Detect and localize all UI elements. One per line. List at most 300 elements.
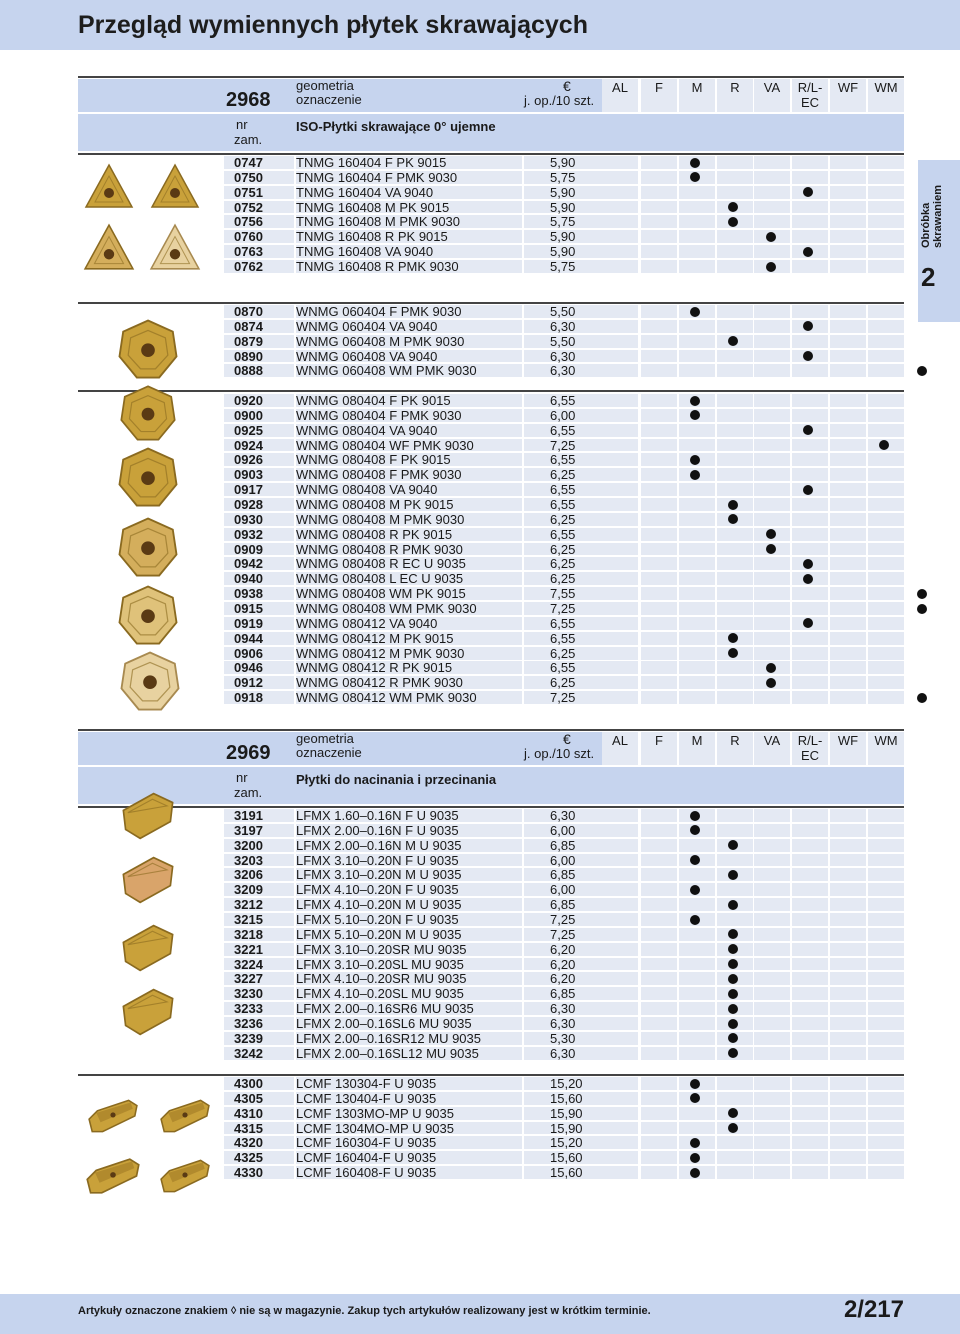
row-cell-bg: [602, 186, 638, 199]
row-cell-bg: [830, 913, 866, 926]
row-cell-bg: [602, 617, 638, 630]
row-cell-bg: [717, 1077, 753, 1090]
order-number: 0888: [234, 363, 263, 379]
row-cell-bg: [754, 424, 790, 437]
row-cell-bg: [792, 898, 828, 911]
row-cell-bg: [830, 513, 866, 526]
row-cell-bg: [868, 320, 904, 333]
row-cell-bg: [792, 543, 828, 556]
row-cell-bg: [830, 245, 866, 258]
row-cell-bg: [792, 260, 828, 273]
row-cell-bg: [792, 1107, 828, 1120]
row-cell-bg: [602, 898, 638, 911]
designation: LCMF 160408-F U 9035: [296, 1165, 437, 1181]
row-cell-bg: [717, 824, 753, 837]
row-cell-bg: [792, 913, 828, 926]
column-label-r: R: [730, 733, 740, 748]
order-number: 0918: [234, 690, 263, 706]
application-dot: [690, 396, 700, 406]
row-cell-bg: [830, 1122, 866, 1135]
row-cell-bg: [792, 513, 828, 526]
row-cell-bg: [679, 350, 715, 363]
row-cell-bg: [602, 883, 638, 896]
row-cell-bg: [754, 1002, 790, 1015]
row-cell-bg: [641, 543, 677, 556]
row-cell-bg: [868, 632, 904, 645]
designation: LFMX 5.10–0.20N F U 9035: [296, 912, 459, 928]
row-cell-bg: [792, 305, 828, 318]
row-cell-bg: [641, 913, 677, 926]
table-row[interactable]: [224, 304, 904, 319]
row-cell-bg: [830, 439, 866, 452]
table-row[interactable]: [224, 616, 904, 631]
order-number: 0909: [234, 541, 263, 557]
table-row[interactable]: [224, 823, 904, 838]
row-cell-bg: [679, 513, 715, 526]
row-cell-bg: [641, 824, 677, 837]
row-cell-bg: [830, 676, 866, 689]
footer-note: Artykuły oznaczone znakiem ◊ nie są w magazynie. Zakup tych artykułów realizowany jest w krótkim terminie.: [78, 1305, 651, 1317]
table-row[interactable]: [224, 214, 904, 229]
row-cell-bg: [602, 1077, 638, 1090]
row-cell-bg: [641, 632, 677, 645]
row-cell-bg: [754, 245, 790, 258]
designation: WNMG 080408 R EC U 9035: [296, 556, 466, 572]
row-cell-bg: [679, 602, 715, 615]
table-row[interactable]: [224, 556, 904, 571]
product-group: [224, 155, 904, 274]
row-cell-bg: [641, 215, 677, 228]
product-group: [224, 1076, 904, 1180]
table-row[interactable]: [224, 675, 904, 690]
row-cell-bg: [830, 215, 866, 228]
row-cell-bg: [792, 602, 828, 615]
order-number: 3212: [234, 897, 263, 913]
row-cell-bg: [792, 1077, 828, 1090]
row-cell-bg: [792, 839, 828, 852]
page-title: Przegląd wymiennych płytek skrawających: [78, 11, 588, 39]
row-cell-bg: [792, 1136, 828, 1149]
designation: WNMG 080404 WF PMK 9030: [296, 437, 474, 453]
table-row[interactable]: [224, 897, 904, 912]
designation: LFMX 4.10–0.20SR MU 9035: [296, 971, 467, 987]
row-cell-bg: [641, 260, 677, 273]
order-number: 0747: [234, 155, 263, 170]
row-cell-bg: [868, 245, 904, 258]
row-cell-bg: [602, 572, 638, 585]
table-row[interactable]: [224, 185, 904, 200]
designation-label: oznaczenie: [296, 745, 362, 760]
price: 5,30: [550, 1030, 576, 1046]
row-cell-bg: [641, 1017, 677, 1030]
row-cell-bg: [679, 528, 715, 541]
row-cell-bg: [792, 972, 828, 985]
row-cell-bg: [641, 1002, 677, 1015]
row-cell-bg: [717, 587, 753, 600]
application-dot: [803, 485, 813, 495]
order-number: 0760: [234, 229, 263, 245]
designation: WNMG 080408 L EC U 9035: [296, 571, 464, 587]
table-row[interactable]: [224, 631, 904, 646]
row-cell-bg: [792, 958, 828, 971]
row-cell-bg: [717, 1092, 753, 1105]
table-row[interactable]: [224, 1076, 904, 1091]
column-label-wf: WF: [837, 80, 859, 95]
row-cell-bg: [868, 1151, 904, 1164]
row-cell-bg: [602, 513, 638, 526]
table-row[interactable]: [224, 229, 904, 244]
row-cell-bg: [792, 883, 828, 896]
price: 7,25: [550, 601, 576, 617]
designation: LCMF 160404-F U 9035: [296, 1150, 437, 1166]
price: 6,85: [550, 867, 576, 883]
row-cell-bg: [717, 854, 753, 867]
table-row[interactable]: [224, 200, 904, 215]
row-cell-bg: [792, 809, 828, 822]
row-cell-bg: [679, 439, 715, 452]
triangular-insert-image: [144, 222, 206, 274]
row-cell-bg: [641, 513, 677, 526]
row-cell-bg: [830, 230, 866, 243]
row-cell-bg: [754, 364, 790, 377]
row-cell-bg: [868, 987, 904, 1000]
order-number: 3221: [234, 941, 263, 957]
table-row[interactable]: [224, 497, 904, 512]
designation: TNMG 160408 M PMK 9030: [296, 214, 461, 230]
table-row[interactable]: [224, 957, 904, 972]
row-cell-bg: [830, 1077, 866, 1090]
row-cell-bg: [679, 1107, 715, 1120]
application-dot: [728, 989, 738, 999]
table-row[interactable]: [224, 808, 904, 823]
table-row[interactable]: [224, 527, 904, 542]
designation: WNMG 060404 VA 9040: [296, 318, 438, 334]
price: 6,55: [550, 482, 576, 498]
row-cell-bg: [754, 156, 790, 169]
parting-insert-image: [112, 852, 184, 908]
table-row[interactable]: [224, 1121, 904, 1136]
application-dot: [917, 589, 927, 599]
row-cell-bg: [679, 364, 715, 377]
table-row[interactable]: [224, 1001, 904, 1016]
row-cell-bg: [792, 928, 828, 941]
table-row[interactable]: [224, 1150, 904, 1165]
row-cell-bg: [602, 171, 638, 184]
table-row[interactable]: [224, 423, 904, 438]
price: 5,50: [550, 333, 576, 349]
table-row[interactable]: [224, 319, 904, 334]
row-cell-bg: [754, 913, 790, 926]
row-cell-bg: [754, 943, 790, 956]
table-row[interactable]: [224, 586, 904, 601]
row-cell-bg: [868, 602, 904, 615]
table-row[interactable]: [224, 155, 904, 170]
chapter-tab-number: 2: [921, 262, 936, 292]
row-cell-bg: [830, 156, 866, 169]
row-cell-bg: [830, 409, 866, 422]
designation: LFMX 4.10–0.20N M U 9035: [296, 897, 462, 913]
row-cell-bg: [717, 439, 753, 452]
table-row[interactable]: [224, 1016, 904, 1031]
row-cell-bg: [641, 424, 677, 437]
price: 5,50: [550, 304, 576, 319]
row-cell-bg: [679, 260, 715, 273]
price: 5,90: [550, 155, 576, 170]
row-cell-bg: [641, 854, 677, 867]
row-cell-bg: [717, 1151, 753, 1164]
row-cell-bg: [792, 230, 828, 243]
designation: TNMG 160408 R PK 9015: [296, 229, 448, 245]
row-cell-bg: [717, 424, 753, 437]
section-number: 2968: [226, 89, 271, 111]
column-label-f: F: [655, 733, 663, 748]
table-row[interactable]: [224, 838, 904, 853]
price: 15,60: [550, 1165, 583, 1181]
row-cell-bg: [830, 350, 866, 363]
header-rule: [78, 76, 904, 78]
row-cell-bg: [602, 394, 638, 407]
table-row[interactable]: [224, 942, 904, 957]
application-dot: [917, 366, 927, 376]
table-row[interactable]: [224, 170, 904, 185]
application-dot: [728, 870, 738, 880]
order-number: 0762: [234, 259, 263, 275]
row-cell-bg: [868, 453, 904, 466]
row-cell-bg: [830, 557, 866, 570]
price: 6,55: [550, 452, 576, 468]
row-cell-bg: [641, 647, 677, 660]
price: 6,55: [550, 422, 576, 438]
application-dot: [766, 232, 776, 242]
row-cell-bg: [868, 156, 904, 169]
row-cell-bg: [602, 987, 638, 1000]
row-cell-bg: [792, 661, 828, 674]
row-cell-bg: [717, 320, 753, 333]
row-cell-bg: [641, 409, 677, 422]
application-dot: [766, 663, 776, 673]
row-cell-bg: [868, 943, 904, 956]
table-row[interactable]: [224, 334, 904, 349]
row-cell-bg: [679, 676, 715, 689]
table-row[interactable]: [224, 1031, 904, 1046]
row-cell-bg: [868, 928, 904, 941]
designation: WNMG 080404 VA 9040: [296, 422, 438, 438]
table-row[interactable]: [224, 690, 904, 705]
order-number: 0926: [234, 452, 263, 468]
row-cell-bg: [868, 661, 904, 674]
row-cell-bg: [792, 201, 828, 214]
row-cell-bg: [641, 320, 677, 333]
row-cell-bg: [602, 1032, 638, 1045]
row-cell-bg: [754, 1047, 790, 1060]
table-row[interactable]: [224, 601, 904, 616]
row-cell-bg: [641, 439, 677, 452]
table-row[interactable]: [224, 986, 904, 1001]
table-row[interactable]: [224, 467, 904, 482]
row-cell-bg: [717, 913, 753, 926]
row-cell-bg: [868, 350, 904, 363]
row-cell-bg: [868, 364, 904, 377]
row-cell-bg: [679, 320, 715, 333]
table-row[interactable]: [224, 438, 904, 453]
row-cell-bg: [754, 215, 790, 228]
application-dot: [728, 900, 738, 910]
table-row[interactable]: [224, 393, 904, 408]
row-cell-bg: [679, 928, 715, 941]
table-row[interactable]: [224, 259, 904, 274]
table-row[interactable]: [224, 912, 904, 927]
row-cell-bg: [754, 1151, 790, 1164]
row-cell-bg: [868, 483, 904, 496]
row-cell-bg: [602, 498, 638, 511]
table-row[interactable]: [224, 1165, 904, 1180]
table-row[interactable]: [224, 927, 904, 942]
row-cell-bg: [641, 898, 677, 911]
table-row[interactable]: [224, 853, 904, 868]
table-row[interactable]: [224, 571, 904, 586]
row-cell-bg: [830, 809, 866, 822]
trigon-insert-image: [114, 584, 182, 646]
product-group: [224, 304, 904, 378]
price: 5,90: [550, 229, 576, 245]
table-row[interactable]: [224, 1046, 904, 1061]
row-cell-bg: [717, 528, 753, 541]
row-cell-bg: [602, 335, 638, 348]
row-cell-bg: [717, 171, 753, 184]
designation: WNMG 060408 VA 9040: [296, 348, 438, 364]
table-row[interactable]: [224, 867, 904, 882]
row-cell-bg: [679, 691, 715, 704]
row-cell-bg: [830, 1047, 866, 1060]
row-cell-bg: [868, 972, 904, 985]
grooving-insert-image: [150, 1090, 220, 1142]
price: 6,00: [550, 822, 576, 838]
page-number: 2/217: [843, 1296, 904, 1323]
row-cell-bg: [602, 156, 638, 169]
column-label-wm: WM: [874, 80, 898, 95]
row-cell-bg: [717, 350, 753, 363]
designation: TNMG 160404 F PMK 9030: [296, 169, 458, 185]
row-cell-bg: [641, 186, 677, 199]
row-cell-bg: [830, 335, 866, 348]
row-cell-bg: [754, 824, 790, 837]
order-number: 0751: [234, 184, 263, 200]
designation: WNMG 080408 M PK 9015: [296, 497, 454, 513]
designation: TNMG 160408 R PMK 9030: [296, 259, 459, 275]
row-cell-bg: [754, 854, 790, 867]
table-row[interactable]: [224, 1106, 904, 1121]
designation: LFMX 2.00–0.16SR6 MU 9035: [296, 1001, 474, 1017]
order-number: 0920: [234, 393, 263, 408]
order-number: 0903: [234, 467, 263, 483]
row-cell-bg: [602, 424, 638, 437]
table-row[interactable]: [224, 1091, 904, 1106]
order-number: 0919: [234, 615, 263, 631]
chapter-tab-line2: skrawaniem: [932, 185, 944, 248]
table-row[interactable]: [224, 482, 904, 497]
table-row[interactable]: [224, 244, 904, 259]
designation: TNMG 160404 VA 9040: [296, 184, 434, 200]
row-cell-bg: [602, 245, 638, 258]
trigon-insert-image: [114, 446, 182, 508]
row-cell-bg: [679, 215, 715, 228]
column-label-al: AL: [612, 733, 628, 748]
row-cell-bg: [754, 987, 790, 1000]
row-cell-bg: [754, 335, 790, 348]
order-number: 0890: [234, 348, 263, 364]
row-cell-bg: [602, 1151, 638, 1164]
triangular-insert-image: [78, 162, 140, 212]
row-cell-bg: [717, 409, 753, 422]
price: 15,60: [550, 1090, 583, 1106]
row-cell-bg: [754, 186, 790, 199]
application-dot: [690, 455, 700, 465]
row-cell-bg: [641, 868, 677, 881]
row-cell-bg: [679, 186, 715, 199]
table-row[interactable]: [224, 1135, 904, 1150]
row-cell-bg: [679, 1017, 715, 1030]
application-dot: [917, 604, 927, 614]
row-cell-bg: [641, 498, 677, 511]
table-row[interactable]: [224, 349, 904, 364]
designation: LFMX 2.00–0.16SR12 MU 9035: [296, 1030, 481, 1046]
row-cell-bg: [641, 587, 677, 600]
row-cell-bg: [602, 1136, 638, 1149]
row-cell-bg: [679, 647, 715, 660]
table-row[interactable]: [224, 882, 904, 897]
designation: WNMG 080408 R PMK 9030: [296, 541, 463, 557]
row-cell-bg: [641, 453, 677, 466]
application-dot: [690, 915, 700, 925]
row-cell-bg: [641, 245, 677, 258]
order-number: 4315: [234, 1120, 263, 1136]
row-cell-bg: [868, 691, 904, 704]
application-dot: [690, 1138, 700, 1148]
table-row[interactable]: [224, 452, 904, 467]
row-cell-bg: [641, 201, 677, 214]
row-cell-bg: [830, 661, 866, 674]
row-cell-bg: [792, 868, 828, 881]
table-row[interactable]: [224, 542, 904, 557]
table-row[interactable]: [224, 971, 904, 986]
row-cell-bg: [679, 632, 715, 645]
row-cell-bg: [868, 230, 904, 243]
table-row[interactable]: [224, 363, 904, 378]
price: 7,25: [550, 690, 576, 706]
table-row[interactable]: [224, 512, 904, 527]
row-cell-bg: [602, 364, 638, 377]
table-row[interactable]: [224, 660, 904, 675]
designation: WNMG 080412 R PK 9015: [296, 660, 453, 676]
group-divider: [78, 390, 904, 392]
row-cell-bg: [717, 572, 753, 585]
table-row[interactable]: [224, 408, 904, 423]
row-cell-bg: [679, 661, 715, 674]
column-label-rlec: R/L-EC: [797, 733, 823, 763]
price: 6,30: [550, 1045, 576, 1061]
price: 6,25: [550, 571, 576, 587]
row-cell-bg: [717, 230, 753, 243]
price: 6,00: [550, 407, 576, 423]
application-dot: [690, 470, 700, 480]
row-cell-bg: [717, 453, 753, 466]
row-cell-bg: [792, 394, 828, 407]
row-cell-bg: [830, 1107, 866, 1120]
order-number: 4330: [234, 1165, 263, 1181]
application-dot: [728, 217, 738, 227]
table-row[interactable]: [224, 646, 904, 661]
designation: WNMG 080412 VA 9040: [296, 615, 438, 631]
